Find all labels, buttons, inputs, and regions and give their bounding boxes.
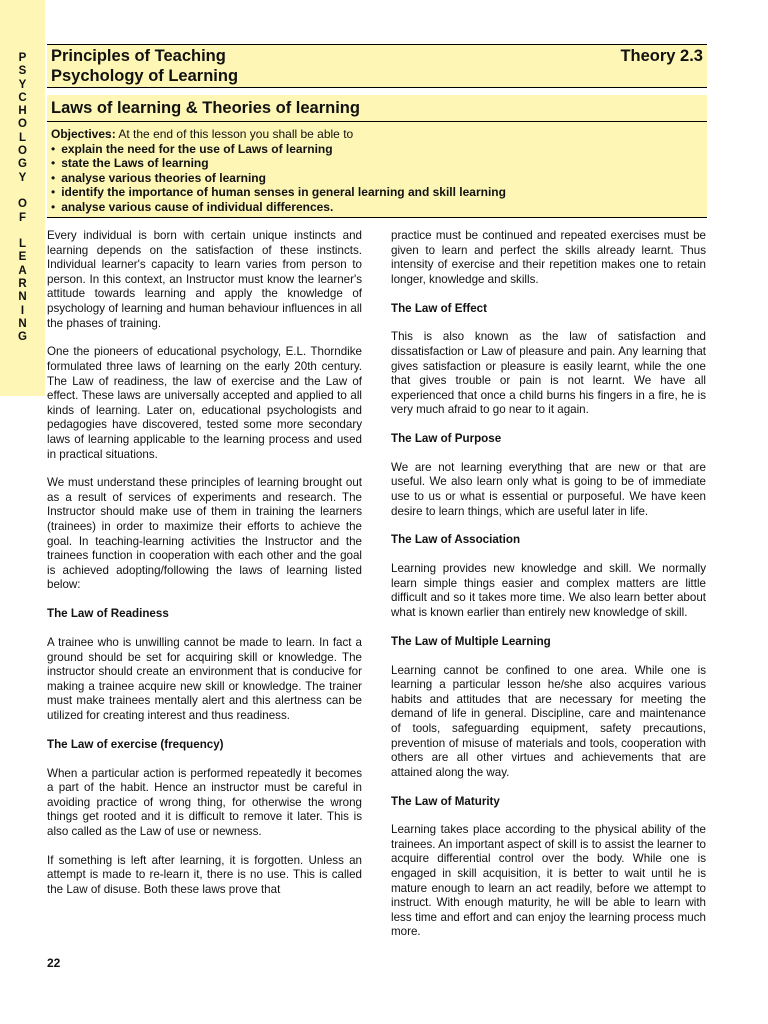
section-heading-multiple-learning: The Law of Multiple Learning xyxy=(391,634,551,648)
paragraph: One the pioneers of educational psychology, E.L. Thorndike formulated three laws of learning on the early 20th century. The Law of readiness, the law of exercise and the Law of effect. These laws are universally accepted and applied to all kinds of learning. Later on, educational psychologists and pedagogies have discovered, tested some more secondary laws of learning applicable to the learning process and used in practical situations. xyxy=(47,345,362,461)
paragraph: If something is left after learning, it is forgotten. Unless an attempt is made to re-learn it, there is no use. This is called the Law of disuse. Both these laws prove that xyxy=(47,853,362,896)
section-heading-readiness: The Law of Readiness xyxy=(47,607,169,621)
right-column xyxy=(391,229,706,954)
page-number: 22 xyxy=(47,956,61,970)
section-heading-exercise: The Law of exercise (frequency) xyxy=(47,737,224,751)
objective-item: • state the Laws of learning xyxy=(51,156,703,171)
header-title-line1: Principles of Teaching xyxy=(51,47,226,65)
section-heading-association: The Law of Association xyxy=(391,533,521,547)
objective-item: • analyse various theories of learning xyxy=(51,171,703,186)
paragraph: Learning cannot be confined to one area. While one is learning a particular lesson he/she also acquires various habits and attitudes that are necessary for meeting the demand of life in general. Discipline, care and maintenance of tools, safeguarding equipment, safety precautions, prevention of misuse of materials and tools, cooperation with others are all other virtues and achievements that are attained along the way. xyxy=(391,663,706,779)
paragraph: We are not learning everything that are new or that are useful. We also learn only what is going to be of immediate use to us or what is essential or purposeful. We have keen desire to learn things, which are useful later in life. xyxy=(391,460,706,518)
paragraph: A trainee who is unwilling cannot be made to learn. In fact a ground should be set for acquiring skill or knowledge. The instructor should create an environment that is conducive for making a trainee acquire new skill or knowledge. The trainer must make trainees mentally alert and this alertness can be utilized for creating interest and thus readiness. xyxy=(47,636,362,722)
objectives-label: Objectives: xyxy=(51,127,116,141)
objectives-list xyxy=(51,142,703,215)
section-heading-effect: The Law of Effect xyxy=(391,301,487,315)
left-column xyxy=(47,229,362,912)
objectives-intro-text: At the end of this lesson you shall be able to xyxy=(115,127,354,141)
objectives-box xyxy=(47,122,707,218)
lesson-title-bar xyxy=(47,95,707,122)
side-tab-label: P S Y C H O L O G Y O F L E A R N I N G xyxy=(18,52,27,344)
paragraph: We must understand these principles of learning brought out as a result of services of experiments and research. The Instructor should make use of them in training the learners (trainees) in order to maximize their efforts to achieve the goal. In teaching-learning activities the Instructor and the trainees function in cooperation with each other and the goal is achieved adopting/following the laws of learning listed below: xyxy=(47,476,362,592)
paragraph: Learning takes place according to the physical ability of the trainees. An important aspect of skill is to assist the learner to acquire differential control over the body. While one is engaged in skill acquisition, it is better to wait until he is mature enough to learn an act readily, before we attempt to instruct. With enough maturity, he will be able to learn with less time and effort and can enjoy the learning process much more. xyxy=(391,823,706,939)
objective-item: • explain the need for the use of Laws of learning xyxy=(51,142,703,157)
objective-item: • analyse various cause of individual differences. xyxy=(51,200,703,215)
paragraph: Learning provides new knowledge and skill. We normally learn simple things easier and complex matters are little difficult and so it takes more time. We also learn better about what is known earlier than entirely new knowledge of skill. xyxy=(391,562,706,619)
side-tab xyxy=(0,0,45,396)
objectives-intro xyxy=(51,127,703,142)
section-heading-maturity: The Law of Maturity xyxy=(391,794,500,808)
lesson-title: Laws of learning & Theories of learning xyxy=(51,99,360,117)
theory-number: Theory 2.3 xyxy=(620,47,703,65)
paragraph: practice must be continued and repeated exercises must be given to learn and perfect the skills already learnt. Thus intensity of exercise and their repetition makes one to retain longer, knowledge and skills. xyxy=(391,229,706,286)
section-heading-purpose: The Law of Purpose xyxy=(391,432,502,446)
paragraph: Every individual is born with certain unique instincts and learning depends on the satisfaction of these instincts. Individual learner's capacity to learn varies from person to person. In this context, an Instructor must know the learner's attitude towards learning and apply the knowledge of psychology of learning and human behaviour influences in all the phases of training. xyxy=(47,229,362,330)
paragraph: When a particular action is performed repeatedly it becomes a part of the habit. Hence an instructor must be careful in avoiding practice of wrong thing, for otherwise the wrong things get rooted and it is difficult to remove it later. This is also called as the Law of use or newness. xyxy=(47,766,362,838)
header-box xyxy=(47,44,707,88)
paragraph: This is also known as the law of satisfaction and dissatisfaction or Law of pleasure and pain. Any learning that gives satisfaction or pleasure is easily learnt, while the one that gives trouble or pain is not learnt. We have all experienced that once a child burns his fingers in a fire, he is very much afraid to go near to it again. xyxy=(391,330,706,417)
objective-item: • identify the importance of human senses in general learning and skill learning xyxy=(51,185,703,200)
header-title-line2: Psychology of Learning xyxy=(51,67,239,85)
